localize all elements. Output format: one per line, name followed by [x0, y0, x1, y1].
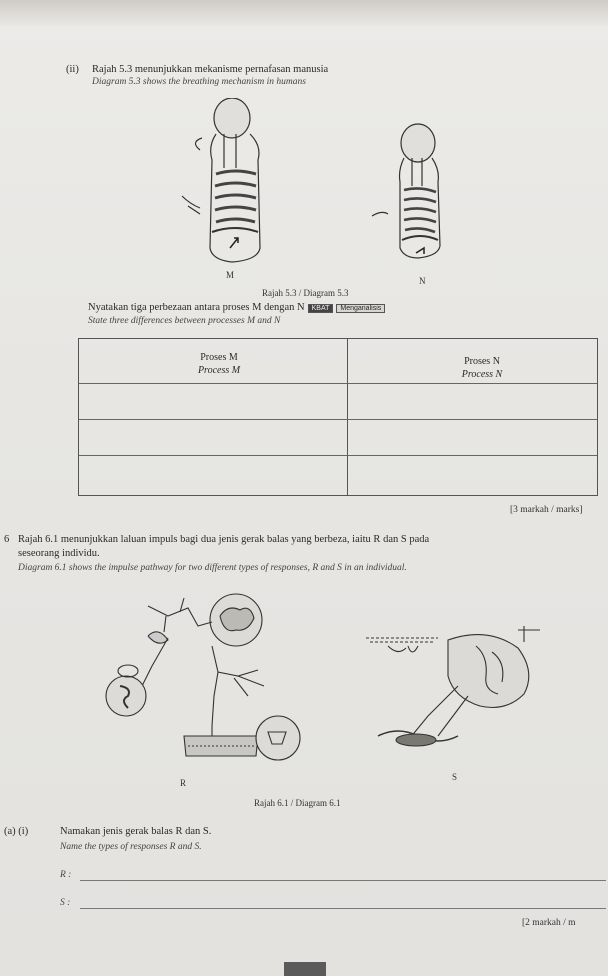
marks-q5: [3 markah / marks] [510, 505, 583, 515]
question-6-stem-ms-cont: seseorang individu. [18, 548, 100, 559]
answer-table [78, 338, 598, 496]
r-answer-line[interactable] [80, 880, 606, 881]
header-m-en: Process M [197, 365, 241, 376]
question-stem-ms: Rajah 5.3 menunjukkan mekanisme pernafasan manusia [92, 64, 329, 75]
part-ms: Namakan jenis gerak balas R dan S. [60, 826, 212, 837]
table-row-line [79, 455, 597, 456]
task-en: State three differences between processes M and N [88, 316, 281, 326]
answer-cell-n-1[interactable] [354, 389, 594, 415]
header-n-ms: Proses N [464, 356, 500, 367]
table-row-line [79, 419, 597, 420]
impulse-pathway-diagram [88, 586, 558, 786]
r-prompt: R : [60, 870, 72, 880]
s-prompt: S : [60, 898, 71, 908]
question-stem-en: Diagram 5.3 shows the breathing mechanism in humans [92, 77, 306, 87]
part-label: (a) (i) [4, 826, 29, 837]
figure-m-torso [182, 98, 260, 262]
label-s: S [452, 772, 458, 782]
label-n: N [419, 276, 426, 286]
task-ms-text: Nyatakan tiga perbezaan antara proses M dengan N [88, 302, 305, 313]
task-ms [88, 302, 385, 313]
header-process-m [179, 351, 259, 377]
label-m: M [226, 270, 235, 280]
page-stamp [284, 962, 326, 976]
question-6-number: 6 [4, 534, 10, 545]
part-en: Name the types of responses R and S. [60, 842, 202, 852]
breathing-mechanism-diagram [160, 98, 490, 283]
figure-n-torso [372, 124, 440, 258]
kbat-tag: KBAT [308, 304, 334, 313]
s-answer-line[interactable] [80, 908, 606, 909]
label-r: R [180, 778, 187, 788]
diagram-caption: Rajah 5.3 / Diagram 5.3 [262, 288, 349, 298]
page-top-shadow [0, 0, 608, 26]
question-number: (ii) [66, 64, 79, 75]
answer-cell-n-2[interactable] [354, 425, 594, 451]
header-m-ms: Proses M [200, 352, 238, 363]
header-process-n [437, 355, 527, 381]
response-s-pathway [366, 626, 540, 746]
question-6-stem-en: Diagram 6.1 shows the impulse pathway for two different types of responses, R and S in an individual. [18, 563, 407, 573]
answer-cell-m-3[interactable] [87, 461, 342, 491]
header-n-en: Process N [461, 369, 503, 380]
answer-cell-m-1[interactable] [87, 389, 342, 415]
marks-q6: [2 markah / m [522, 918, 576, 928]
diagram-6-caption: Rajah 6.1 / Diagram 6.1 [254, 798, 341, 808]
table-row-line [79, 383, 597, 384]
table-divider [347, 339, 348, 495]
question-6-stem-ms: Rajah 6.1 menunjukkan laluan impuls bagi dua jenis gerak balas yang berbeza, iaitu R dan S pada [18, 534, 430, 545]
skill-tag: Menganalisis [336, 304, 385, 313]
response-r-pathway [106, 594, 300, 760]
answer-cell-m-2[interactable] [87, 425, 342, 451]
answer-cell-n-3[interactable] [354, 461, 594, 491]
